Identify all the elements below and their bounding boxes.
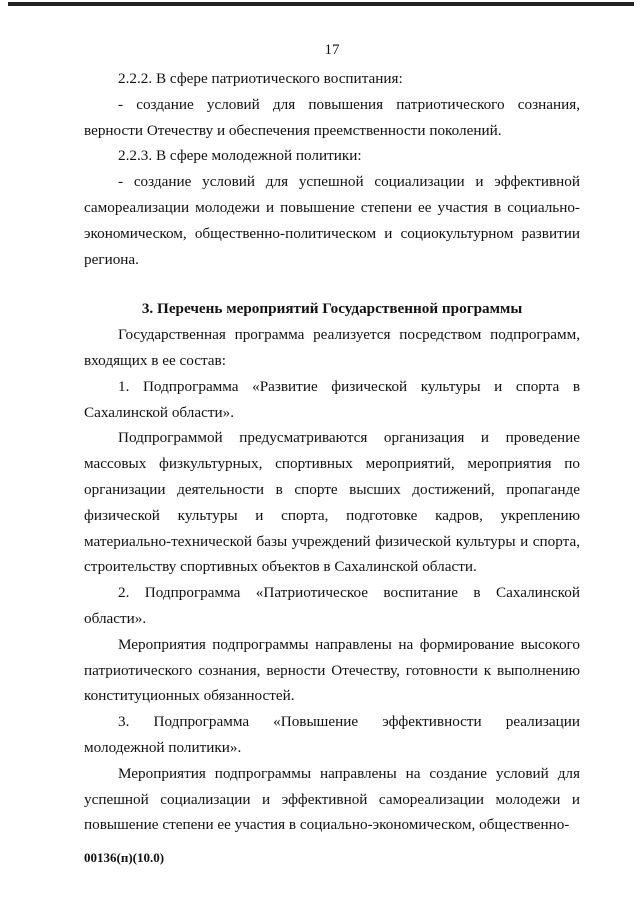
page-number: 17 [324, 42, 340, 58]
paragraph-subprogram-1: 1. Подпрограмма «Развитие физической культуры и спорта в Сахалинской области». [84, 377, 580, 421]
paragraph-subprogram-2: 2. Подпрограмма «Патриотическое воспитание в Сахалинской области». [84, 584, 580, 627]
paragraph-subprogram-1-desc: Подпрограммой предусматриваются организация и проведение массовых физкультурных, спортивных мероприятий, мероприятия по организации деятельности в спорте высших достижений, пропаганде физической культуры и спорта, подготовке кадров, укреплению материально-технической базы учреждений физической культуры и спорта, строительству спортивных объектов в Сахалинской области. [84, 429, 580, 576]
paragraph-subprogram-3: 3. Подпрограмма «Повышение эффективности реализации молодежной политики». [84, 713, 580, 756]
paragraph-subprogram-3-desc: Мероприятия подпрограммы направлены на создание условий для успешной социализации и эффективной самореализации молодежи и повышение степени ее участия в социально-экономическом, общественно- [84, 764, 580, 834]
paragraph-youth-goal: - создание условий для успешной социализации и эффективной самореализации молодежи и повышение степени ее участия в социально-экономическом, общественно-политическом и социокультурном развитии региона. [84, 173, 580, 268]
top-border-line [8, 2, 634, 6]
paragraph-subprogram-2-desc: Мероприятия подпрограммы направлены на формирование высокого патриотического сознания, верности Отечеству, готовности к выполнению конституционных обязанностей. [84, 635, 580, 705]
document-footer-code: 00136(п)(10.0) [84, 850, 165, 865]
paragraph-patriotic-goal: - создание условий для повышения патриотического сознания, верности Отечеству и обеспечения преемственности поколений. [84, 95, 580, 139]
document-body [84, 66, 580, 838]
paragraph-section-2-2-2: 2.2.2. В сфере патриотического воспитания: [118, 70, 403, 87]
section-heading: 3. Перечень мероприятий Государственной программы [141, 300, 523, 318]
paragraph-section-2-2-3: 2.2.3. В сфере молодежной политики: [118, 147, 362, 165]
paragraph-program-intro: Государственная программа реализуется посредством подпрограмм, входящих в ее состав: [84, 326, 580, 369]
